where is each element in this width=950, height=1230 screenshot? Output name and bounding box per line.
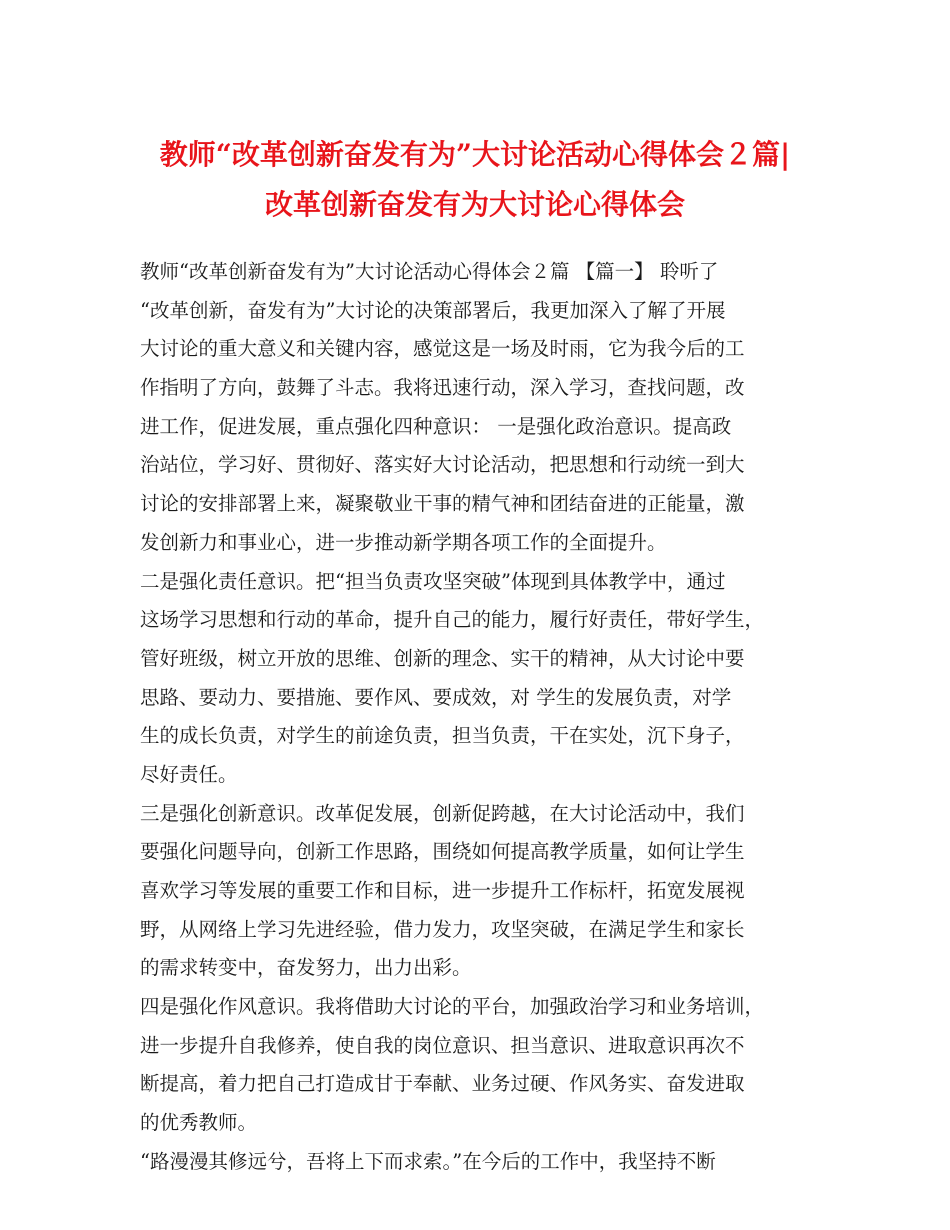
- document-title: [100, 130, 850, 230]
- title-line-2: 改革创新奋发有为大讨论心得体会: [264, 188, 685, 221]
- title-line-1: 教师“改革创新奋发有为”大讨论活动心得体会２篇|: [159, 138, 791, 171]
- body-line: 这场学习思想和行动的革命，提升自己的能力，履行好责任，带好学生，: [140, 608, 765, 632]
- document-body: [140, 253, 820, 1182]
- body-line: 的需求转变中，奋发努力，出力出彩。: [140, 956, 472, 980]
- body-line: 的优秀教师。: [140, 1111, 258, 1135]
- body-line: 讨论的安排部署上来，凝聚敬业干事的精气神和团结奋进的正能量，激: [140, 492, 745, 516]
- body-line: 管好班级，树立开放的思维、创新的理念、实干的精神，从大讨论中要: [140, 646, 745, 670]
- body-line: 治站位，学习好、贯彻好、落实好大讨论活动，把思想和行动统一到大: [140, 453, 745, 477]
- body-line: 作指明了方向，鼓舞了斗志。我将迅速行动，深入学习，查找问题，改: [140, 376, 745, 400]
- body-line: 进一步提升自我修养，使自我的岗位意识、担当意识、进取意识再次不: [140, 1033, 745, 1057]
- body-line: 喜欢学习等发展的重要工作和目标，进一步提升工作标杆，拓宽发展视: [140, 879, 745, 902]
- body-line: 发创新力和事业心，进一步推动新学期各项工作的全面提升。: [140, 530, 667, 554]
- body-line: 生的成长负责，对学生的前途负责，担当负责，干在实处，沉下身子，: [140, 724, 745, 748]
- body-line: 要强化问题导向，创新工作思路，围绕如何提高教学质量，如何让学生: [140, 840, 745, 864]
- body-line: 二是强化责任意识。把“担当负责攻坚突破”体现到具体教学中，通过: [140, 569, 726, 593]
- body-line: 进工作，促进发展，重点强化四种意识： 一是强化政治意识。提高政: [140, 414, 732, 438]
- body-line: 思路、要动力、要措施、要作风、要成效，对 学生的发展负责，对学: [140, 685, 732, 709]
- body-line: 教师“改革创新奋发有为”大讨论活动心得体会２篇 【篇一】 聆听了: [140, 260, 719, 283]
- body-line: 野，从网络上学习先进经验，借力发力，攻坚突破，在满足学生和家长: [140, 917, 745, 941]
- body-line: “路漫漫其修远兮，吾将上下而求索。”在今后的工作中，我坚持不断: [140, 1149, 716, 1173]
- body-line: “改革创新，奋发有为”大讨论的决策部署后，我更加深入了解了开展: [140, 298, 726, 322]
- body-line: 大讨论的重大意义和关键内容，感觉这是一场及时雨，它为我今后的工: [140, 337, 745, 361]
- body-line: 三是强化创新意识。改革促发展，创新促跨越，在大讨论活动中，我们: [140, 801, 745, 825]
- body-line: 尽好责任。: [140, 762, 238, 786]
- body-line: 四是强化作风意识。我将借助大讨论的平台，加强政治学习和业务培训，: [140, 995, 765, 1019]
- body-line: 断提高，着力把自己打造成甘于奉献、业务过硬、作风务实、奋发进取: [140, 1072, 745, 1096]
